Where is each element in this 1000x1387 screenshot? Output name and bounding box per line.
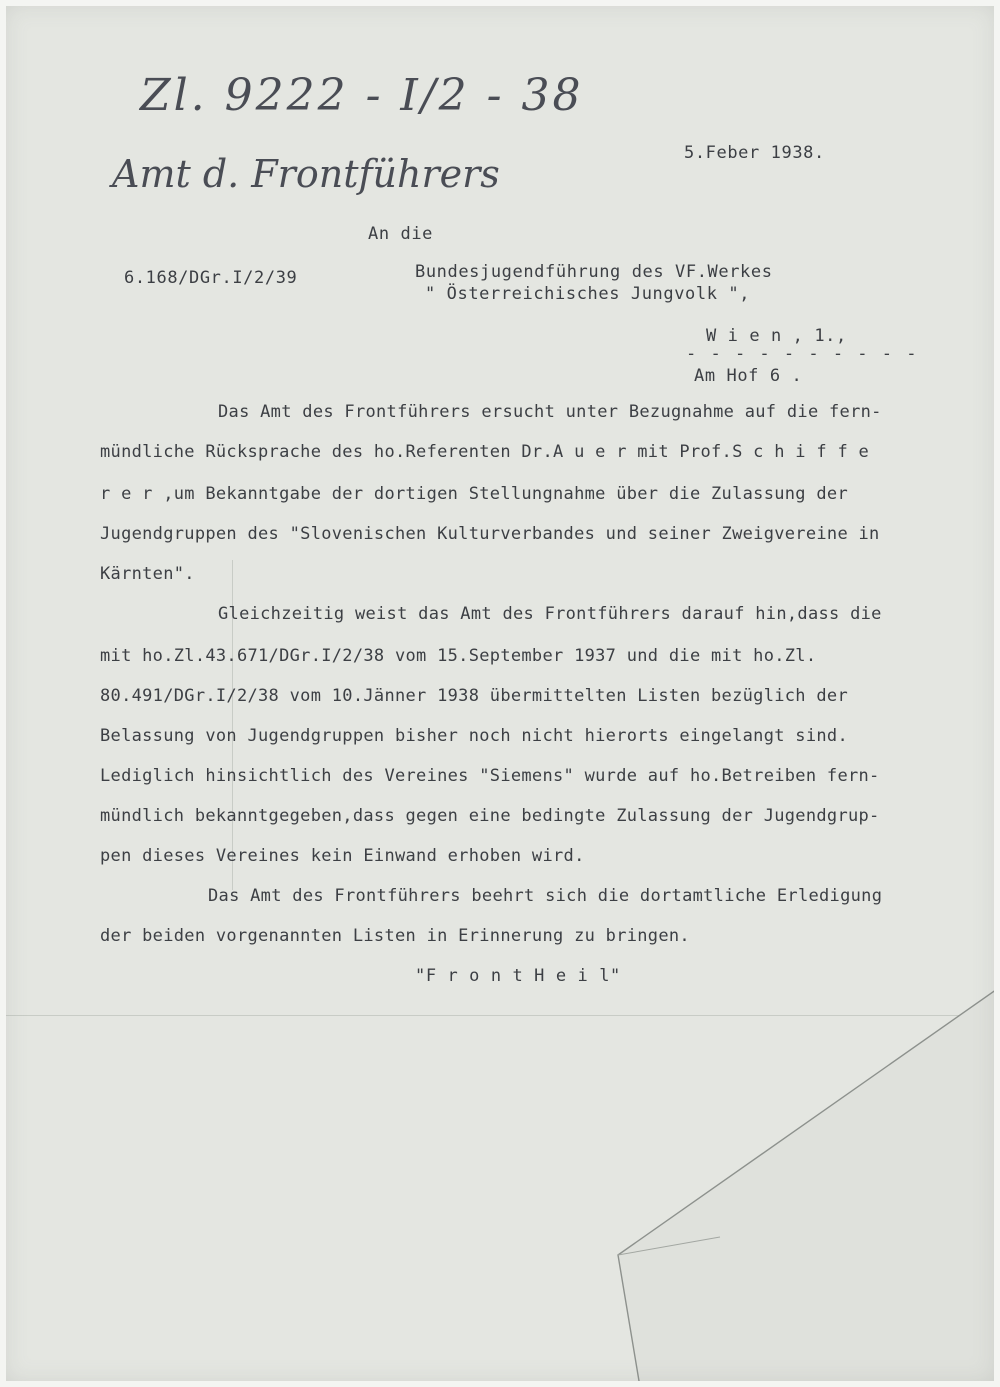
- p2-line-7: pen dieses Vereines kein Einwand erhoben wird.: [100, 846, 585, 866]
- p2-line-6: mündlich bekanntgegeben,dass gegen eine bedingte Zulassung der Jugendgrup-: [100, 806, 880, 826]
- p1-line-1: Das Amt des Frontführers ersucht unter Bezugnahme auf die fern-: [218, 402, 882, 422]
- recipient-city: W i e n , 1.,: [706, 326, 847, 346]
- folded-corner: [600, 987, 1000, 1387]
- p2-line-2: mit ho.Zl.43.671/DGr.I/2/38 vom 15.September 1937 und die mit ho.Zl.: [100, 646, 817, 666]
- recipient-line-2: " Österreichisches Jungvolk ",: [425, 284, 751, 304]
- p2-line-1: Gleichzeitig weist das Amt des Frontführers darauf hin,dass die: [218, 604, 882, 624]
- recipient-line-1: Bundesjugendführung des VF.Werkes: [415, 262, 773, 282]
- letter-date: 5.Feber 1938.: [684, 143, 825, 163]
- p3-line-1: Das Amt des Frontführers beehrt sich die dortamtliche Erledigung: [208, 886, 883, 906]
- handwritten-reference: Zl. 9222 - I/2 - 38: [140, 70, 584, 121]
- p1-line-2: mündliche Rücksprache des ho.Referenten Dr.A u e r mit Prof.S c h i f f e: [100, 442, 870, 462]
- city-underline: - - - - - - - - - -: [686, 344, 919, 364]
- closing-greeting: "F r o n t H e i l": [415, 966, 621, 986]
- p2-line-5: Lediglich hinsichtlich des Vereines "Siemens" wurde auf ho.Betreiben fern-: [100, 766, 880, 786]
- recipient-street: Am Hof 6 .: [694, 366, 803, 386]
- p1-line-3: r e r ,um Bekanntgabe der dortigen Stellungnahme über die Zulassung der: [100, 484, 848, 504]
- handwritten-office: Amt d. Frontführers: [112, 152, 500, 196]
- p1-line-5: Kärnten".: [100, 564, 195, 584]
- salutation: An die: [368, 224, 434, 244]
- p1-line-4: Jugendgruppen des "Slovenischen Kulturverbandes und seiner Zweigvereine in: [100, 524, 880, 544]
- reference-number: 6.168/DGr.I/2/39: [124, 268, 298, 288]
- p2-line-3: 80.491/DGr.I/2/38 vom 10.Jänner 1938 übermittelten Listen bezüglich der: [100, 686, 848, 706]
- p2-line-4: Belassung von Jugendgruppen bisher noch nicht hierorts eingelangt sind.: [100, 726, 848, 746]
- p3-line-2: der beiden vorgenannten Listen in Erinnerung zu bringen.: [100, 926, 690, 946]
